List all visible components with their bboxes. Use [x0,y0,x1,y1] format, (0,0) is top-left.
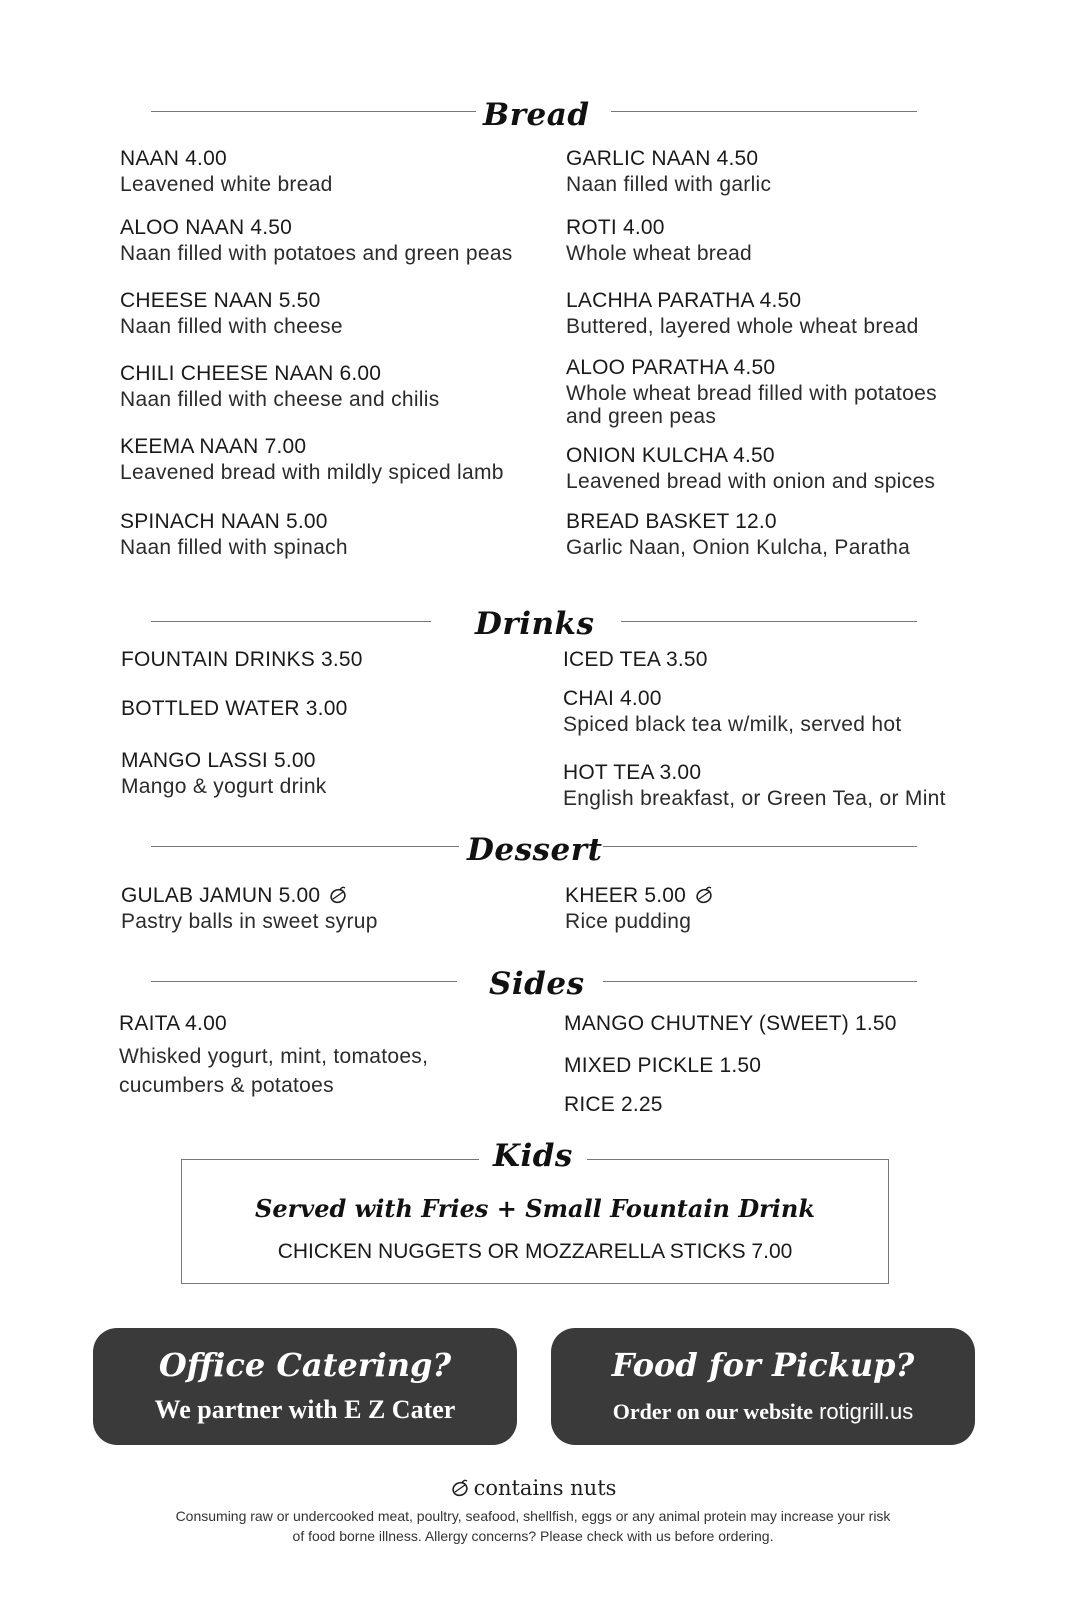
item-name: BREAD BASKET 12.0 [566,510,777,533]
menu-item [120,146,333,198]
pickup-title: Food for Pickup? [611,1346,915,1384]
kids-title-wrap [479,1138,587,1174]
item-name: SPINACH NAAN 5.00 [120,510,328,533]
section-title-dessert: Dessert [467,832,603,868]
menu-item [563,760,946,812]
nut-icon [694,885,714,905]
menu-item [563,686,901,738]
item-desc: Leavened white bread [120,173,333,196]
menu-item [564,1011,897,1037]
item-name: ALOO NAAN 4.50 [120,216,293,239]
kids-item: CHICKEN NUGGETS OR MOZZARELLA STICKS 7.00 [277,1240,793,1263]
item-desc: Spiced black tea w/milk, served hot [563,713,902,736]
item-name: HOT TEA 3.00 [563,761,702,784]
item-desc: Garlic Naan, Onion Kulcha, Paratha [566,536,911,559]
menu-item [563,647,708,673]
menu-item [121,696,347,722]
item-name: GARLIC NAAN 4.50 [566,147,759,170]
dessert-rule-left [151,846,459,847]
item-desc: Pastry balls in sweet syrup [121,910,378,933]
section-title-kids: Kids [493,1138,573,1174]
catering-promo [93,1328,517,1445]
item-name: MANGO LASSI 5.00 [121,749,316,772]
item-name: BOTTLED WATER 3.00 [121,697,348,720]
item-desc: Rice pudding [565,910,692,933]
item-desc: Whole wheat bread [566,242,753,265]
item-name [121,883,378,909]
menu-item [565,883,714,935]
section-title-sides: Sides [489,966,585,1002]
sides-rule-right [603,981,917,982]
menu-item [120,361,440,413]
menu-item [566,443,935,495]
pickup-subtitle-bold: Order on our website [612,1399,813,1424]
item-desc: Naan filled with cheese and chilis [120,388,440,411]
menu-item [121,647,363,673]
menu-item [120,509,348,561]
item-name: RICE 2.25 [564,1093,663,1116]
menu-item [564,1053,761,1079]
item-name: MANGO CHUTNEY (SWEET) 1.50 [564,1012,897,1035]
nut-legend [0,1476,1066,1500]
drinks-rule-right [621,621,917,622]
disclaimer-line-1: Consuming raw or undercooked meat, poultry, seafood, shellfish, eggs or any animal protein may increase your risk [175,1508,891,1524]
legend-text: contains nuts [473,1476,617,1500]
menu-item [121,883,378,935]
item-desc: Mango & yogurt drink [121,775,327,798]
catering-subtitle: We partner with E Z Cater [154,1395,456,1424]
item-name: ICED TEA 3.50 [563,648,708,671]
item-desc: Whisked yogurt, mint, tomatoes, [119,1045,429,1068]
pickup-promo[interactable] [551,1328,975,1445]
item-name [565,883,714,909]
item-name: FOUNTAIN DRINKS 3.50 [121,648,363,671]
item-desc: Naan filled with spinach [120,536,348,559]
item-name: KEEMA NAAN 7.00 [120,435,307,458]
menu-item [566,215,752,267]
item-desc-line2: and green peas [566,405,717,428]
item-name-text: KHEER 5.00 [565,884,687,907]
nut-icon [328,885,348,905]
item-name: MIXED PICKLE 1.50 [564,1054,762,1077]
menu-item [566,146,771,198]
catering-title: Office Catering? [158,1346,452,1384]
menu-item [120,288,343,340]
menu-item [119,1011,428,1099]
bread-rule-right [611,111,917,112]
dessert-rule-right [603,846,917,847]
item-name: ALOO PARATHA 4.50 [566,356,776,379]
menu-item [566,509,910,561]
section-title-drinks: Drinks [475,606,595,642]
drinks-rule-left [151,621,431,622]
item-name: NAAN 4.00 [120,147,227,170]
item-name: CHAI 4.00 [563,687,662,710]
menu-item [566,355,937,430]
item-name: ROTI 4.00 [566,216,665,239]
kids-subtitle: Served with Fries + Small Fountain Drink [255,1194,815,1223]
menu-item [564,1092,663,1118]
item-name: CHILI CHEESE NAAN 6.00 [120,362,382,385]
item-name: CHEESE NAAN 5.50 [120,289,321,312]
pickup-subtitle [551,1399,975,1425]
allergy-disclaimer [100,1506,966,1546]
section-title-bread: Bread [483,97,590,133]
website-link[interactable]: rotigrill.us [819,1399,914,1424]
item-desc: Whole wheat bread filled with potatoes [566,382,937,405]
item-desc-line2: cucumbers & potatoes [119,1074,334,1097]
item-desc: Leavened bread with onion and spices [566,470,936,493]
item-desc: Leavened bread with mildly spiced lamb [120,461,504,484]
bread-rule-left [151,111,476,112]
item-desc: English breakfast, or Green Tea, or Mint [563,787,946,810]
menu-item [121,748,327,800]
item-name-text: GULAB JAMUN 5.00 [121,884,321,907]
menu-item [120,434,504,486]
item-name: RAITA 4.00 [119,1012,227,1035]
item-desc: Naan filled with potatoes and green peas [120,242,513,265]
menu-item [566,288,919,340]
menu-item [120,215,513,267]
sides-rule-left [151,981,457,982]
item-name: ONION KULCHA 4.50 [566,444,775,467]
kids-box [181,1138,889,1284]
nut-icon [450,1478,470,1498]
item-name: LACHHA PARATHA 4.50 [566,289,802,312]
item-desc: Buttered, layered whole wheat bread [566,315,919,338]
item-desc: Naan filled with garlic [566,173,772,196]
disclaimer-line-2: of food borne illness. Allergy concerns? Please check with us before ordering. [292,1528,774,1544]
item-desc: Naan filled with cheese [120,315,343,338]
